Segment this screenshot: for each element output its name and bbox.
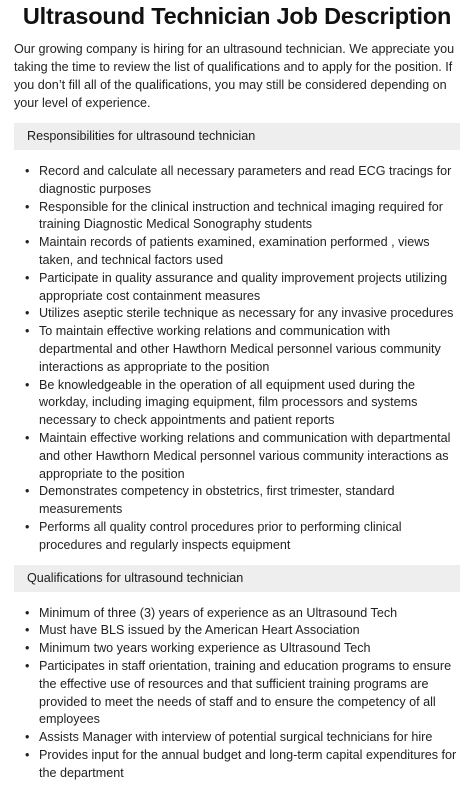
list-item-text: Be knowledgeable in the operation of all equipment used during the workday, including imaging equipment, film processors and systems necessary to check appointments and patient reports [39, 377, 418, 428]
bullet-icon: • [25, 164, 30, 178]
list-item [24, 605, 460, 623]
list-item-text: Maintain records of patients examined, examination performed , views taken, and technical factors used [39, 235, 430, 267]
list-item [24, 163, 460, 199]
list-item-text: Utilizes aseptic sterile technique as necessary for any invasive procedures [39, 306, 454, 321]
list-item-text: Must have BLS issued by the American Heart Association [39, 623, 360, 638]
list-item [24, 323, 460, 376]
bullet-icon: • [25, 270, 30, 285]
list-item [24, 640, 460, 658]
qualifications-list [24, 605, 460, 783]
list-item-text: To maintain effective working relations and communication with departmental and other Hawthorn Medical personnel various community interactions as appropriate to the position [39, 324, 441, 374]
list-item [24, 430, 460, 483]
list-item [24, 234, 460, 270]
bullet-icon: • [25, 306, 30, 321]
bullet-icon: • [25, 377, 30, 392]
list-item [24, 199, 460, 235]
bullet-icon: • [25, 484, 30, 499]
list-item [24, 270, 460, 306]
list-item-text: Minimum of three (3) years of experience as an Ultrasound Tech [39, 605, 398, 620]
list-item [24, 658, 460, 729]
bullet-icon: • [25, 519, 30, 534]
bullet-icon: • [25, 605, 30, 620]
list-item-text: Minimum two years working experience as Ultrasound Tech [39, 641, 371, 656]
responsibilities-heading: Responsibilities for ultrasound technician [14, 123, 460, 150]
responsibilities-list [24, 163, 460, 555]
bullet-icon: • [25, 641, 30, 656]
list-item-text: Participates in staff orientation, training and education programs to ensure the effective use of resources and that sufficient training programs are provided to meet the needs of staff and to ensure the competency of all employees [39, 658, 452, 727]
list-item-text: Participate in quality assurance and quality improvement projects utilizing appropriate cost containment measures [39, 270, 448, 303]
bullet-icon: • [25, 199, 30, 214]
page-title: Ultrasound Technician Job Description [22, 3, 452, 29]
bullet-icon: • [25, 623, 30, 638]
list-item [24, 483, 460, 519]
bullet-icon: • [25, 235, 30, 250]
bullet-icon: • [25, 730, 30, 745]
list-item-text: Responsible for the clinical instruction and technical imaging required for training Diagnostic Medical Sonography students [39, 199, 443, 232]
bullet-icon: • [25, 747, 30, 762]
bullet-icon: • [25, 430, 30, 445]
list-item [24, 519, 460, 555]
qualifications-heading: Qualifications for ultrasound technician [14, 565, 460, 592]
list-item-text: Maintain effective working relations and communication with departmental and other Hawthorn Medical personnel various community interactions as appropriate to the position [39, 430, 451, 481]
list-item [24, 622, 460, 640]
list-item [24, 747, 460, 783]
list-item [24, 377, 460, 430]
bullet-icon: • [25, 324, 30, 339]
list-item-text: Demonstrates competency in obstetrics, first trimester, standard measurements [39, 484, 395, 517]
list-item [24, 729, 460, 747]
list-item-text: Provides input for the annual budget and long-term capital expenditures for the department [39, 747, 457, 780]
intro-paragraph: Our growing company is hiring for an ultrasound technician. We appreciate you taking the time to review the list of qualifications and to apply for the position. If you don’t fill all of the qualifications, you may still be considered depending on your level of experience. [14, 42, 455, 110]
bullet-icon: • [25, 658, 30, 673]
list-item-text: Assists Manager with interview of potential surgical technicians for hire [39, 730, 433, 745]
list-item [24, 305, 460, 323]
list-item-text: Performs all quality control procedures prior to performing clinical procedures and regularly inspects equipment [39, 519, 402, 552]
list-item-text: Record and calculate all necessary parameters and read ECG tracings for diagnostic purposes [39, 164, 452, 196]
